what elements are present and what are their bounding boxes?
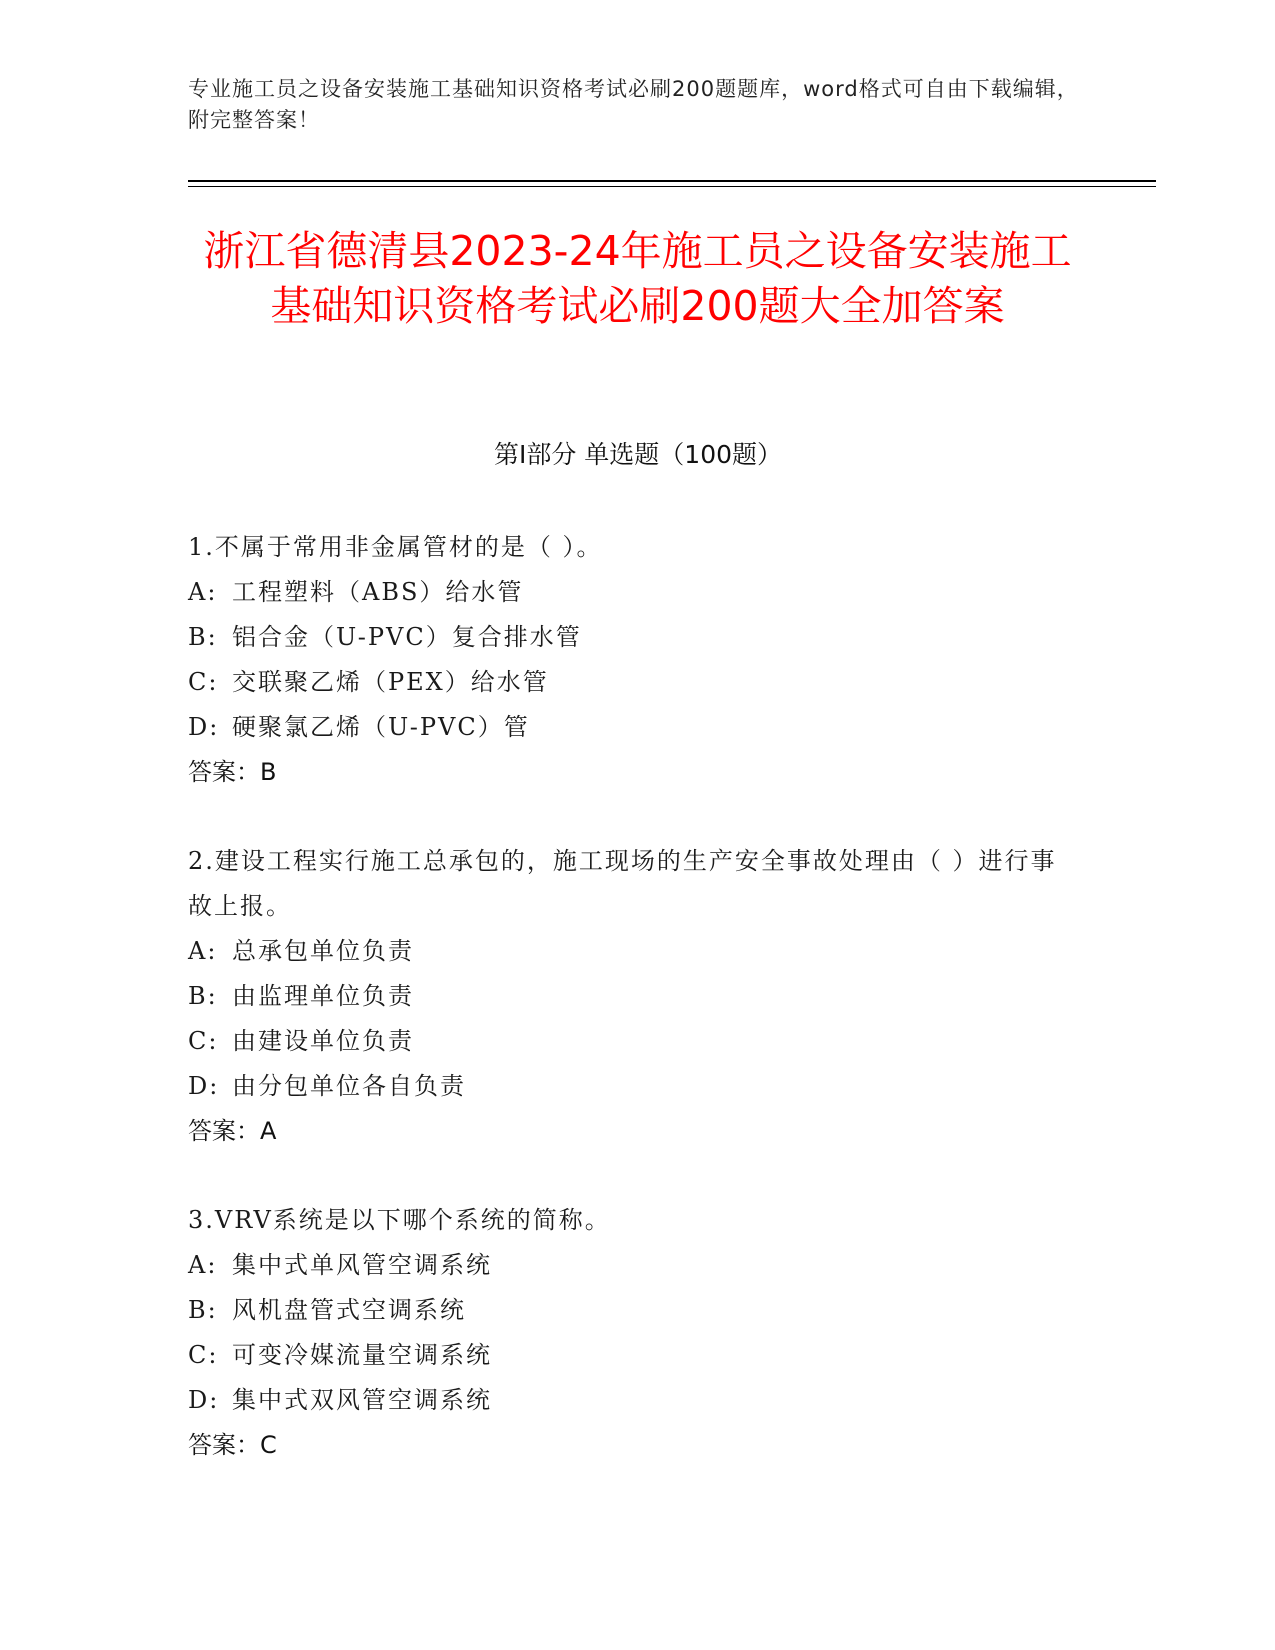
- option-key: D:: [188, 1072, 220, 1100]
- option-text: 工程塑料（ABS）给水管: [232, 578, 524, 606]
- option-key: C:: [188, 1341, 219, 1369]
- option-d: [188, 1378, 1068, 1423]
- question-stem: 1.不属于常用非金属管材的是（ ）。: [188, 533, 603, 561]
- option-text: 由建设单位负责: [232, 1027, 414, 1055]
- option-a: [188, 929, 1068, 974]
- answer: 答案：C: [188, 1431, 277, 1459]
- option-a: [188, 1243, 1068, 1288]
- answer: 答案：A: [188, 1117, 277, 1145]
- question-3: [188, 1198, 1068, 1468]
- option-b: [188, 974, 1068, 1019]
- option-text: 由监理单位负责: [232, 982, 414, 1010]
- option-a: [188, 570, 1068, 615]
- option-text: 可变冷媒流量空调系统: [232, 1341, 492, 1369]
- option-c: [188, 660, 1068, 705]
- header-rule-thick: [188, 180, 1156, 182]
- option-text: 集中式双风管空调系统: [232, 1386, 492, 1414]
- option-d: [188, 1064, 1068, 1109]
- option-key: C:: [188, 668, 219, 696]
- option-key: D:: [188, 713, 220, 741]
- question-1: [188, 525, 1068, 795]
- option-text: 由分包单位各自负责: [232, 1072, 466, 1100]
- option-key: A:: [188, 1251, 218, 1279]
- option-b: [188, 615, 1068, 660]
- question-stem: 2.建设工程实行施工总承包的，施工现场的生产安全事故处理由（ ）进行事故上报。: [188, 847, 1057, 920]
- option-text: 硬聚氯乙烯（U-PVC）管: [232, 713, 530, 741]
- option-key: D:: [188, 1386, 220, 1414]
- option-text: 风机盘管式空调系统: [232, 1296, 466, 1324]
- option-text: 总承包单位负责: [232, 937, 414, 965]
- option-key: C:: [188, 1027, 219, 1055]
- option-text: 铝合金（U-PVC）复合排水管: [232, 623, 582, 651]
- option-b: [188, 1288, 1068, 1333]
- header-rule-thin: [188, 186, 1156, 187]
- option-key: A:: [188, 937, 218, 965]
- option-text: 集中式单风管空调系统: [232, 1251, 492, 1279]
- document-title: 浙江省德清县2023-24年施工员之设备安装施工基础知识资格考试必刷200题大全加答案: [203, 227, 1072, 330]
- option-text: 交联聚乙烯（PEX）给水管: [232, 668, 549, 696]
- option-key: B:: [188, 1296, 218, 1324]
- option-d: [188, 705, 1068, 750]
- question-2: [188, 839, 1068, 1154]
- header-note: 专业施工员之设备安装施工基础知识资格考试必刷200题题库，word格式可自由下载编辑，附完整答案！: [188, 77, 1079, 132]
- option-key: A:: [188, 578, 218, 606]
- option-key: B:: [188, 982, 218, 1010]
- option-c: [188, 1019, 1068, 1064]
- section-title: 第Ⅰ部分 单选题（100题）: [493, 440, 783, 469]
- question-stem: 3.VRV系统是以下哪个系统的简称。: [188, 1206, 611, 1234]
- question-list: [188, 525, 1068, 1512]
- answer: 答案：B: [188, 758, 277, 786]
- option-key: B:: [188, 623, 218, 651]
- option-c: [188, 1333, 1068, 1378]
